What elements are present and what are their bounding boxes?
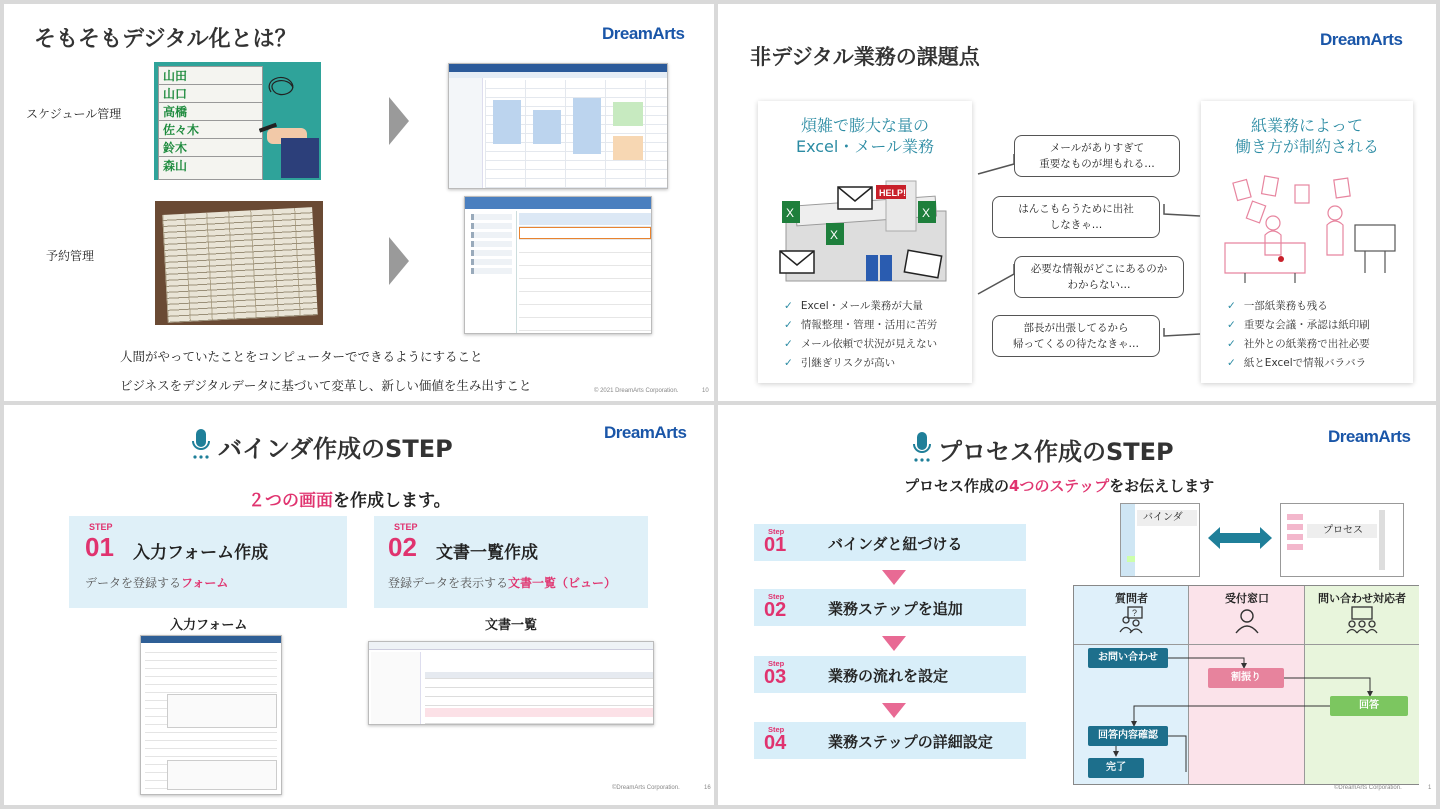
step-title: 文書一覧作成 <box>436 543 538 563</box>
bubble-line: メールがありすぎて <box>1049 142 1145 154</box>
step-label: STEP <box>89 522 113 532</box>
process-step-02 <box>754 589 1026 626</box>
flow-node-confirm: 回答内容確認 <box>1088 726 1168 746</box>
bubble-line: はんこもらうために出社 <box>1018 203 1134 215</box>
microphone-icon <box>190 427 212 461</box>
page-number: 10 <box>702 388 709 394</box>
card-heading: Excel・メール業務 <box>795 137 935 156</box>
subtitle-text: を作成します。 <box>333 491 451 511</box>
flow-node-inquiry: お問い合わせ <box>1088 648 1168 668</box>
slide3-subtitle <box>248 486 451 511</box>
step-label: Step <box>768 592 785 601</box>
step-title: 業務ステップの詳細設定 <box>828 733 993 751</box>
step-label: Step <box>768 725 785 734</box>
paper-work-card <box>1201 101 1413 383</box>
step-desc <box>85 574 228 591</box>
subtitle-text: プロセス作成の <box>904 477 1010 495</box>
caption-input-form: 入力フォーム <box>170 618 248 633</box>
down-arrow-icon <box>882 570 906 585</box>
bubble-line: 帰ってくるの待たなきゃ… <box>1013 338 1139 350</box>
page-number: 1 <box>1428 785 1432 791</box>
bullet-item: ✓ 情報整理・管理・活用に苦労 <box>784 316 937 335</box>
speech-bubble <box>1014 256 1184 298</box>
input-form-screenshot <box>140 635 282 795</box>
step-number: 01 <box>764 534 787 556</box>
calendar-app-screenshot <box>448 63 668 189</box>
bullet-item: ✓ メール依頼で状況が見えない <box>784 335 937 354</box>
binder-mini-screen <box>1120 503 1200 577</box>
whiteboard-name: 高橋 <box>159 103 262 121</box>
whiteboard-name: 山口 <box>159 85 262 103</box>
whiteboard-name: 山田 <box>159 67 262 85</box>
step-title: 入力フォーム作成 <box>133 543 269 563</box>
subtitle-emphasis: 4つのステップ <box>1009 477 1110 495</box>
bubble-line: わからない… <box>1067 279 1131 291</box>
page-number: 16 <box>704 785 711 791</box>
down-arrow-icon <box>882 636 906 651</box>
bubble-line: 部長が出張してるから <box>1023 322 1129 334</box>
step-desc-emphasis: 文書一覧（ビュー） <box>508 576 617 590</box>
step-label: STEP <box>394 522 418 532</box>
step-desc-text: データを登録する <box>85 576 182 590</box>
speech-bubble <box>992 196 1160 238</box>
paper-work-bullets <box>1227 297 1370 373</box>
svg-text:X: X <box>830 228 839 242</box>
bubble-line: 必要な情報がどこにあるのか <box>1030 263 1168 275</box>
step-desc <box>388 574 616 591</box>
doc-list-screenshot <box>368 641 654 725</box>
step-desc-text: 登録データを表示する <box>388 576 509 590</box>
process-step-04 <box>754 722 1026 759</box>
slide-non-digital-issues <box>718 4 1436 401</box>
dreamarts-logo: DreamArts <box>1328 427 1411 446</box>
copyright: © 2021 DreamArts Corporation. <box>594 388 679 394</box>
svg-text:X: X <box>922 206 931 220</box>
copyright: ©DreamArts Corporation. <box>612 785 680 791</box>
bullet-item: ✓ 一部紙業務も残る <box>1227 297 1370 316</box>
subtitle-text: をお伝えします <box>1109 477 1215 495</box>
bullet-item: ✓ 重要な会議・承認は紙印刷 <box>1227 316 1370 335</box>
bubble-line: しなきゃ… <box>1049 219 1103 231</box>
flow-node-assign: 割振り <box>1208 668 1284 688</box>
down-arrow-icon <box>882 703 906 718</box>
dreamarts-logo: DreamArts <box>602 24 685 43</box>
process-label: プロセス <box>1307 524 1377 538</box>
slide-process-steps <box>718 405 1436 805</box>
excel-mail-bullets <box>784 297 937 373</box>
speech-bubble <box>992 315 1160 357</box>
arrow-right-icon <box>389 97 409 145</box>
slide2-title: 非デジタル業務の課題点 <box>750 45 980 69</box>
bullet-item: ✓ 引継ぎリスクが高い <box>784 354 937 373</box>
card-heading: 煩雑で膨大な量の <box>800 116 929 135</box>
arrow-right-icon <box>389 237 409 285</box>
process-step-03 <box>754 656 1026 693</box>
flow-node-done: 完了 <box>1088 758 1144 778</box>
step-desc-emphasis: フォーム <box>181 576 229 590</box>
definition-line-2: ビジネスをデジタルデータに基づいて変革し、新しい価値を生み出すこと <box>120 378 532 393</box>
svg-text:?: ? <box>1132 608 1138 618</box>
help-sign: HELP! <box>879 188 906 198</box>
reservation-app-screenshot <box>464 196 652 334</box>
microphone-icon <box>911 430 933 464</box>
flow-node-answer: 回答 <box>1330 696 1408 716</box>
step-label: Step <box>768 527 785 536</box>
hand-marker-icon <box>259 70 319 178</box>
document-pile-illustration <box>766 171 966 289</box>
step-card-02 <box>374 516 648 608</box>
process-step-01 <box>754 524 1026 561</box>
step-number: 03 <box>764 666 787 688</box>
caption-doc-list: 文書一覧 <box>485 618 538 633</box>
office-paper-illustration <box>1215 173 1405 289</box>
lane-header: 問い合わせ対応者 <box>1318 592 1406 605</box>
step-number: 01 <box>85 532 114 562</box>
step-title: バインダと紐づける <box>828 535 963 553</box>
lane-header: 受付窓口 <box>1225 592 1269 605</box>
card-heading: 働き方が制約される <box>1234 137 1379 156</box>
step-number: 02 <box>388 532 417 562</box>
slide4-subtitle <box>904 475 1214 496</box>
svg-text:X: X <box>786 206 795 220</box>
step-number: 02 <box>764 599 787 621</box>
binder-photo <box>155 201 323 325</box>
bullet-item: ✓ 社外との紙業務で出社必要 <box>1227 335 1370 354</box>
lane-header: 質問者 <box>1115 592 1148 605</box>
bullet-item: ✓ 紙とExcelで情報バラバラ <box>1227 354 1370 373</box>
slide-binder-steps <box>4 405 714 805</box>
slide1-title: そもそもデジタル化とは？ <box>34 27 297 52</box>
step-number: 04 <box>764 732 787 754</box>
step-title: 業務ステップを追加 <box>828 600 963 618</box>
whiteboard-name: 佐々木 <box>159 121 262 139</box>
dreamarts-logo: DreamArts <box>604 423 687 442</box>
bullet-item: ✓ Excel・メール業務が大量 <box>784 297 937 316</box>
process-mini-screen <box>1280 503 1404 577</box>
card-heading: 紙業務によって <box>1250 116 1363 135</box>
schedule-label: スケジュール管理 <box>26 107 122 121</box>
slide-digitalization <box>4 4 714 401</box>
subtitle-emphasis: ２つの画面 <box>248 491 333 511</box>
binder-label: バインダ <box>1137 510 1197 526</box>
step-label: Step <box>768 659 785 668</box>
step-card-01 <box>69 516 347 608</box>
bubble-line: 重要なものが埋もれる… <box>1039 158 1155 170</box>
double-arrow-icon <box>1208 527 1272 549</box>
slide4-title: プロセス作成のSTEP <box>938 438 1174 466</box>
whiteboard-name: 鈴木 <box>159 139 262 157</box>
speech-bubble <box>1014 135 1180 177</box>
whiteboard-name: 森山 <box>163 159 188 173</box>
reservation-label: 予約管理 <box>46 249 95 263</box>
copyright: ©DreamArts Corporation. <box>1334 785 1402 791</box>
step-title: 業務の流れを設定 <box>828 667 949 685</box>
dreamarts-logo: DreamArts <box>1320 30 1403 49</box>
whiteboard-illustration <box>154 62 321 180</box>
swimlane-diagram <box>1073 585 1419 785</box>
definition-line-1: 人間がやっていたことをコンピューターでできるようにすること <box>120 349 483 364</box>
excel-mail-card <box>758 101 972 383</box>
slide3-title: バインダ作成のSTEP <box>218 435 453 463</box>
